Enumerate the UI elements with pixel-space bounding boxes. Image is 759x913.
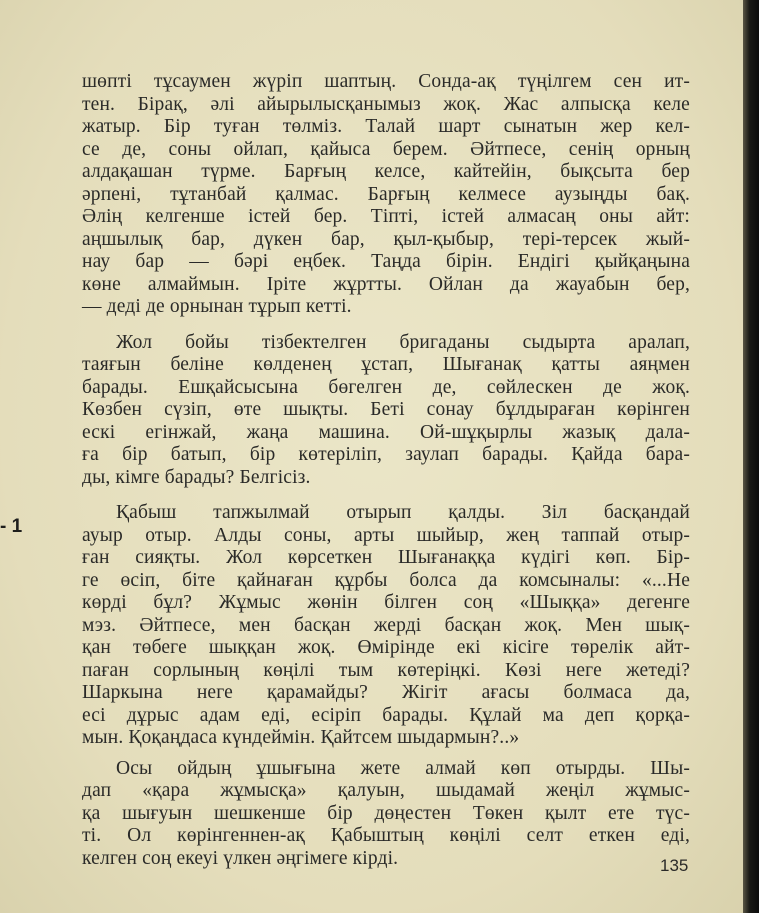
text-line: ға бір батып, бір көтеріліп, заулап барады. Қайда бара- <box>82 444 690 465</box>
text-line: Әлің келгенше істей бер. Тіпті, істей алмасаң оны айт: <box>82 206 690 227</box>
text-line: ды, кімге барады? Белгісіз. <box>82 466 311 488</box>
paragraph-1 <box>82 71 690 319</box>
binding-shadow <box>743 0 759 913</box>
margin-mark: - 1 <box>0 516 23 537</box>
text-line: паған сорлының көңілі тым көтеріңкі. Көзі неге жетеді? <box>82 659 690 681</box>
text-line: барады. Ешқайсысына бөгелген де, сөйлескен де жоқ. <box>82 376 690 398</box>
text-line: қан төбеге шыққан жоқ. Өмірінде екі кісіге төрелік айт- <box>82 637 690 658</box>
text-line: таяғын беліне көлденең ұстап, Шығанақ қатты аяңмен <box>82 354 690 375</box>
text-line: есі дұрыс адам еді, есіріп барады. Құлай ма деп қорқа- <box>82 704 690 726</box>
text-line: көне алмаймын. Іріте жұртты. Ойлан да жауабын бер, <box>82 273 690 295</box>
text-line: мэз. Әйтпесе, мен басқан жерді басқан жоқ. Мен шық- <box>82 614 690 636</box>
text-line: келген соң екеуі үлкен әңгімеге кірді. <box>82 847 399 869</box>
text-line: Осы ойдың ұшығына жете алмай көп отырды. Шы- <box>116 757 690 779</box>
text-line: тен. Бірақ, әлі айырылысқанымыз жоқ. Жас алпысқа келе <box>82 93 690 115</box>
text-line: — деді де орнынан тұрып кетті. <box>82 296 352 317</box>
text-line: аңшылық бар, дүкен бар, қыл-қыбыр, тері-терсек жый- <box>82 228 690 250</box>
text-line: мын. Қоқаңдаса күндеймін. Қайтсем шыдармын?..» <box>82 727 520 748</box>
text-line: дап «қара жұмысқа» қалуын, шыдамай жеңіл жұмыс- <box>82 780 690 801</box>
body-text <box>82 71 690 870</box>
text-line: Шаркына неге қарамайды? Жігіт ағасы болмаса да, <box>82 682 690 703</box>
paragraph-4 <box>82 758 690 871</box>
text-line: ті. Ол көрінгеннен-ақ Қабыштың көңілі селт еткен еді, <box>82 825 690 846</box>
text-line: əрпені, тұтанбай қалмас. Барғың келмесе аузыңды бақ. <box>82 183 690 205</box>
text-line: нау бар — бәрі еңбек. Таңда бірін. Ендігі қыйқаңына <box>82 251 690 272</box>
text-line: көрді бұл? Жұмыс жөнін білген соң «Шыққа» дегенге <box>82 592 690 613</box>
text-line: се де, соны ойлап, қайыса берем. Әйтпесе, сенің орның <box>82 138 690 160</box>
text-line: ескі егінжай, жаңа машина. Ой-шұқырлы жазық дала- <box>82 421 690 443</box>
text-line: Қабыш тапжылмай отырып қалды. Зіл басқандай <box>116 502 690 523</box>
text-line: ауыр отыр. Алды соны, арты шыйыр, жең таппай отыр- <box>82 524 690 546</box>
text-line: Көзбен сүзіп, өте шықты. Беті сонау бұлдыраған көрінген <box>82 399 690 420</box>
text-line: шөпті тұсаумен жүріп шаптың. Сонда-ақ түңілгем сен ит- <box>82 71 690 92</box>
paragraph-2 <box>82 332 690 490</box>
text-line: жатыр. Бір туған төлміз. Талай шарт сынатын жер кел- <box>82 116 690 137</box>
text-line: алдақашан түрме. Барғың келсе, кайтейін, бықсыта бер <box>82 161 690 182</box>
text-line: қа шығуын шешкенше бір дөңестен Төкен қылт ете түс- <box>82 802 690 824</box>
text-line: ге өсіп, біте қайнаған құрбы болса да комсыналы: «...Не <box>82 569 690 591</box>
page-number: 135 <box>660 856 689 875</box>
text-line: ған сияқты. Жол көрсеткен Шығанаққа күдігі көп. Бір- <box>82 547 690 568</box>
paragraph-3 <box>82 502 690 750</box>
text-line: Жол бойы тізбектелген бригаданы сыдырта аралап, <box>116 331 690 353</box>
